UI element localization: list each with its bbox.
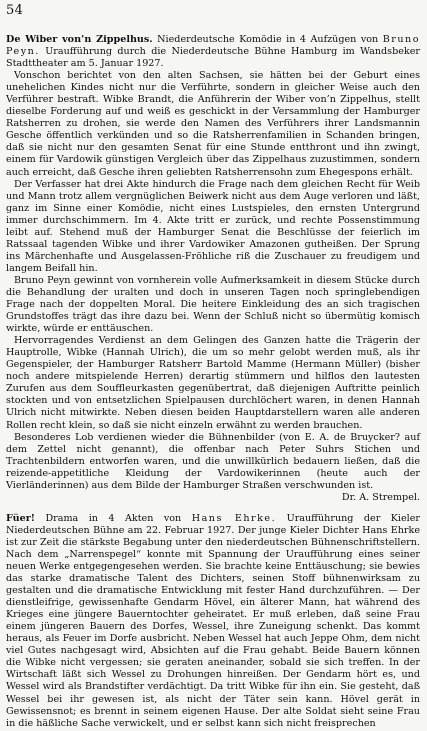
play-title-zippelhus: De Wiber von’n Zippelhus.	[6, 34, 153, 45]
review-header-zippelhus	[6, 34, 420, 70]
paragraph: Besonderes Lob verdienen wieder die Bühnenbilder (von E. A. de Bruycker? auf dem Zettel nicht genannt), die offenbar nach Peter Suhrs Stichen und Trachtenbildern entworfen waren, und die unwillkürlich bedauern ließen, daß die reizende-appetitliche Kleidung der Vardowikerinnen (heute auch der Vierländerinnen) aus dem Bilde der Hamburger Straßen verschwunden ist.	[6, 431, 420, 491]
play-author: Hans Ehrke.	[191, 512, 277, 524]
paragraph: Der Verfasser hat drei Akte hindurch die Frage nach dem gleichen Recht für Weib und Mann trotz allem vergnüglichen Beiwerk nicht aus dem Auge verloren und läßt, ganz im Sinne einer Komödie, nicht eines Lustspieles, den ernsten Untergrund immer durchschimmern. Im 4. Akte tritt er zurück, und rechte Possenstimmung leibt auf. Stehend muß der Hamburger Senat die Beschlüsse der feierlich im Ratssaal tagenden Wibke und ihrer Vardowiker Amazonen gutheißen. Der Sprung ins Märchenhafte und Ausgelassen-Fröhliche riß die Zuschauer zu freudigem und langem Beifall hin.	[6, 178, 420, 274]
paragraph: Bruno Peyn gewinnt von vornherein volle Aufmerksamkeit in diesem Stücke durch die Behandlung der uralten und doch in unseren Tagen noch springlebendigen Frage nach der doppelten Moral. Die heitere Einkleidung des an sich tragischen Grundstoffes trägt das ihre dazu bei. Wenn der Schluß nicht so übermütig komisch wirkte, würde er enttäuschen.	[6, 274, 420, 335]
paragraph: Hervorragendes Verdienst an dem Gelingen des Ganzen hatte die Trägerin der Hauptrolle, Wibke (Hannah Ulrich), die um so mehr gelobt werden muß, als ihr Gegenspieler, der Hamburger Ratsherr Bartold Mamme (Hermann Müller) (bisher noch andere mitspielende Herren) derartig stümmern und hilflos den lautesten Zurufen aus dem Souffleurkasten gegenübertrat, daß diejenigen Auftritte peinlich stockten und von entsetzlichen Spielpausen durchlöchert waren, in denen Hannah Ulrich nicht mitwirkte. Neben diesen beiden Hauptdarstellern waren alle anderen Rollen recht klein, so daß sie nicht einzeln erwähnt zu werden brauchen.	[6, 335, 420, 431]
play-author: Bruno Peyn.	[6, 34, 420, 58]
section-gap	[6, 504, 420, 513]
text-column	[6, 34, 420, 730]
play-title-fueer: Füer!	[6, 512, 35, 524]
premiere-note: Uraufführung durch die Niederdeutsche Bühne Hamburg im Wandsbeker Stadttheater am 5. Januar 1927.	[6, 46, 420, 70]
play-genre: Drama in 4 Akten von	[45, 512, 182, 524]
play-genre: Niederdeutsche Komödie in 4 Aufzügen von	[157, 34, 379, 45]
paragraph: Vonschon berichtet von den alten Sachsen, sie hätten bei der Geburt eines unehelichen Kindes nicht nur die Verführte, sondern in gleicher Weise auch den Verführer bestraft. Wibke Brandt, die Anführerin der Wiber von’n Zippelhus, stellt dieselbe Forderung auf und weiß es geschickt in der Versammlung der Hamburger Ratsherren zu drohen, sie werde den Namen des Verführers ihrer Landsmannin Gesche öffentlich verkünden und so die Ratsherrenfamilien in Schanden bringen, daß sie nicht nur den gesamten Senat für eine Stunde entthront und ihn zwingt, einem für Vardowik günstigen Vergleich über das Zippelhaus zuzustimmen, sondern auch erreicht, daß Gesche ihren geliebten Ratsherrensohn zum Ehegespons erhält.	[6, 70, 420, 178]
premiere-note: Uraufführung der Kieler Niederdeutschen Bühne am 22. Februar 1927.	[6, 512, 420, 536]
author-signature: Dr. A. Strempel.	[341, 491, 420, 503]
review-header-fueer	[6, 513, 420, 730]
page-number: 54	[6, 3, 24, 18]
paragraph: Der junge Kieler Dichter Hans Ehrke ist zur Zeit die stärkste Begabung unter den niederdeutschen Bühnenschriftstellern. Nach dem „Narrenspegel“ konnte mit Spannung der Uraufführung eines seiner neuen Werke entgegengesehen werden. Sie brachte keine Enttäuschung; sie bewies das starke dramatische Talent des Dichters, seinen Stoff bühnenwirksam zu gestalten und die dramatische Entwicklung mit fester Hand durchzuführen. — Der dienstleifrige, gewissenhafte Gendarm Hövel, ein älterer Mann, hat während des Krieges eine jüngere Bauerntochter geheiratet. Er muß erleben, daß seine Frau einem jüngeren Bauern des Dorfes, Wessel, ihre Zuneigung schenkt. Das kommt heraus, als Feuer im Dorfe ausbricht. Neben Wessel hat auch Jeppe Ohm, dem nicht viel Gutes nachgesagt wird, Absichten auf die Frau gehabt. Beide Bauern können die Wibke nicht vergessen; sie geraten aneinander, sobald sie sich treffen. In der Wirtschaft läßt sich Wessel zu Drohungen hinreißen. Der Gendarm hört es, und Wessel wird als Brandstifter verdächtigt. Da tritt Wibke für ihn ein. Sie gesteht, daß Wessel bei ihr gewesen ist, als nicht der Täter sein kann. Hövel gerät in Gewissensnot; es brennt in seinem eigenen Hause. Der alte Soldat sieht seine Frau in die häßliche Sache verwickelt, und er selbst kann sich nicht freisprechen	[6, 524, 420, 729]
